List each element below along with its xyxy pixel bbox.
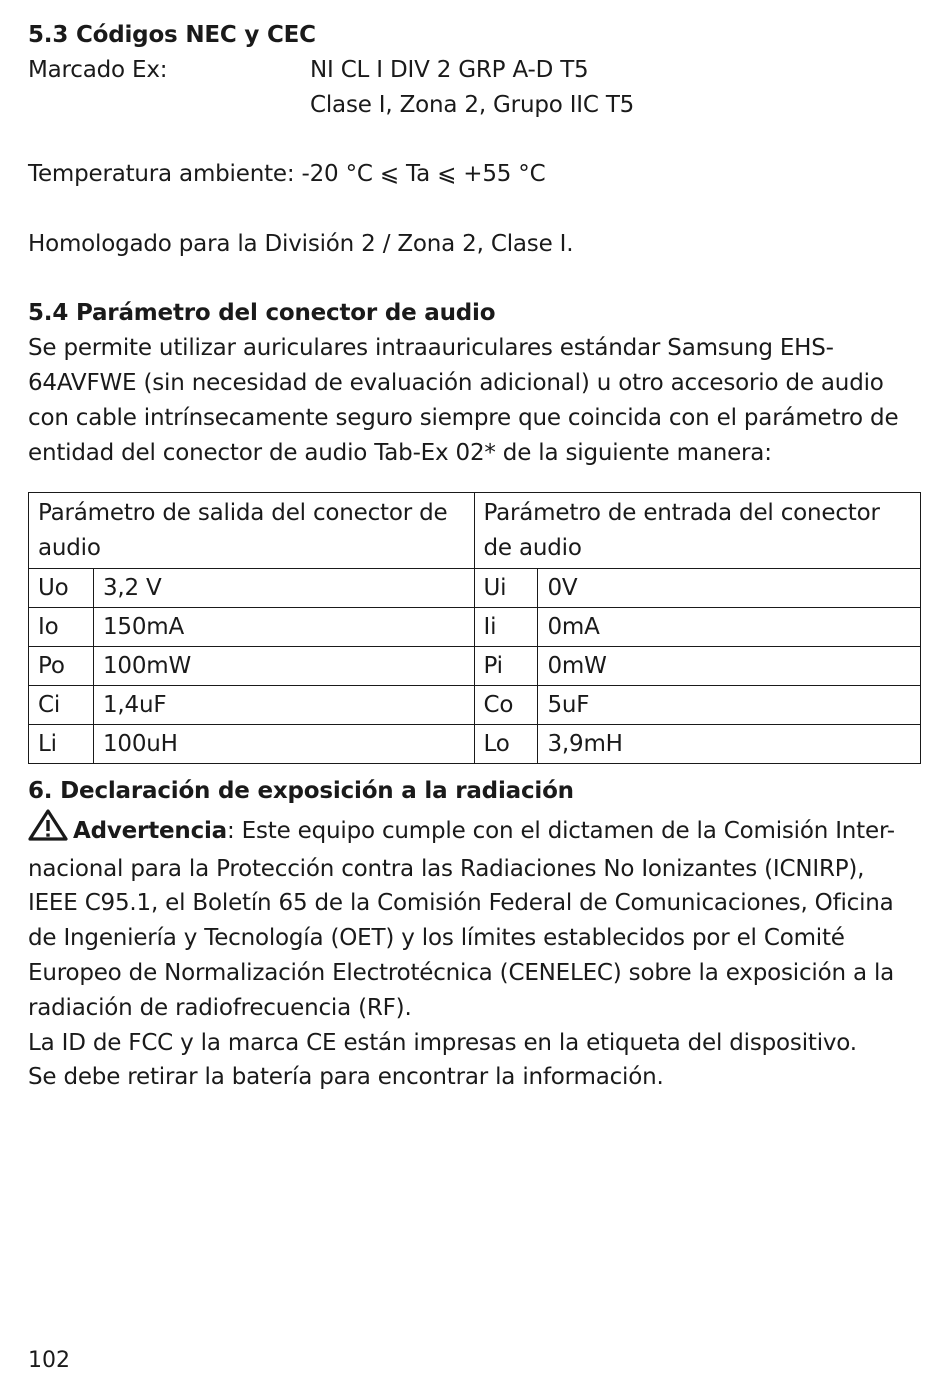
input-param-name: Pi	[474, 646, 538, 685]
input-param-value: 3,9mH	[538, 724, 921, 763]
output-param-name: Ci	[29, 685, 94, 724]
table-row	[29, 568, 921, 607]
ex-marking-row	[28, 53, 922, 88]
table-row	[29, 646, 921, 685]
table-row	[29, 724, 921, 763]
approval-statement: Homologado para la División 2 / Zona 2, Clase I.	[28, 230, 574, 257]
audio-paragraph-line: con cable intrínsecamente seguro siempre que coincida con el parámetro de	[28, 404, 899, 431]
ambient-temperature: Temperatura ambiente: -20 °C ⩽ Ta ⩽ +55 °C	[28, 161, 546, 188]
radiation-paragraph-line: radiación de radiofrecuencia (RF).	[28, 994, 412, 1021]
header-output-parameter: Parámetro de salida del conector de audio	[29, 493, 475, 569]
warning-label: Advertencia	[73, 817, 228, 844]
output-param-name: Uo	[29, 568, 94, 607]
input-param-value: 0mW	[538, 646, 921, 685]
input-param-value: 5uF	[538, 685, 921, 724]
section-heading-radiation: 6. Declaración de exposición a la radiación	[28, 777, 574, 804]
output-param-value: 1,4uF	[93, 685, 474, 724]
audio-paragraph-line: 64AVFWE (sin necesidad de evaluación adicional) u otro accesorio de audio	[28, 369, 884, 396]
input-param-name: Lo	[474, 724, 538, 763]
audio-paragraph-line: Se permite utilizar auriculares intraauriculares estándar Samsung EHS-	[28, 335, 834, 362]
output-param-value: 150mA	[93, 607, 474, 646]
ex-marking-label: Marcado Ex:	[28, 56, 168, 83]
warning-paragraph-first-line	[28, 809, 922, 852]
spacer	[28, 192, 922, 227]
spacer	[28, 122, 922, 157]
radiation-paragraph-line: de Ingeniería y Tecnología (OET) y los límites establecidos por el Comité	[28, 925, 845, 952]
radiation-paragraph-line: IEEE C95.1, el Boletín 65 de la Comisión Federal de Comunicaciones, Oficina	[28, 890, 894, 917]
page-number: 102	[28, 1348, 70, 1373]
ex-marking-spacer	[28, 88, 310, 123]
input-param-name: Ui	[474, 568, 538, 607]
ex-marking-row-2	[28, 88, 922, 123]
input-param-name: Ii	[474, 607, 538, 646]
input-param-name: Co	[474, 685, 538, 724]
radiation-paragraph-line: nacional para la Protección contra las Radiaciones No Ionizantes (ICNIRP),	[28, 855, 865, 882]
output-param-name: Io	[29, 607, 94, 646]
header-input-parameter: Parámetro de entrada del conector de audio	[474, 493, 921, 569]
audio-parameter-table	[28, 492, 921, 764]
fcc-ce-label-line: La ID de FCC y la marca CE están impresas en la etiqueta del dispositivo.	[28, 1029, 857, 1056]
spacer	[28, 262, 922, 297]
output-param-name: Li	[29, 724, 94, 763]
table-row	[29, 607, 921, 646]
ex-marking-value-1: NI CL I DIV 2 GRP A-D T5	[310, 56, 589, 83]
output-param-name: Po	[29, 646, 94, 685]
section-heading-nec-cec: 5.3 Códigos NEC y CEC	[28, 22, 316, 48]
audio-paragraph-line: entidad del conector de audio Tab-Ex 02* de la siguiente manera:	[28, 439, 772, 466]
radiation-paragraph-line: Europeo de Normalización Electrotécnica (CENELEC) sobre la exposición a la	[28, 959, 895, 986]
table-header-row	[29, 493, 921, 569]
ex-marking-value-2: Clase I, Zona 2, Grupo IIC T5	[310, 91, 635, 118]
output-param-value: 3,2 V	[93, 568, 474, 607]
section-heading-audio-connector: 5.4 Parámetro del conector de audio	[28, 300, 496, 327]
table-row	[29, 685, 921, 724]
output-param-value: 100mW	[93, 646, 474, 685]
output-param-value: 100uH	[93, 724, 474, 763]
input-param-value: 0mA	[538, 607, 921, 646]
document-page	[28, 18, 922, 1095]
warning-text: : Este equipo cumple con el dictamen de la Comisión Inter-	[227, 817, 895, 844]
input-param-value: 0V	[538, 568, 921, 607]
warning-triangle-icon	[28, 809, 68, 852]
battery-removal-line: Se debe retirar la batería para encontrar la información.	[28, 1064, 664, 1091]
